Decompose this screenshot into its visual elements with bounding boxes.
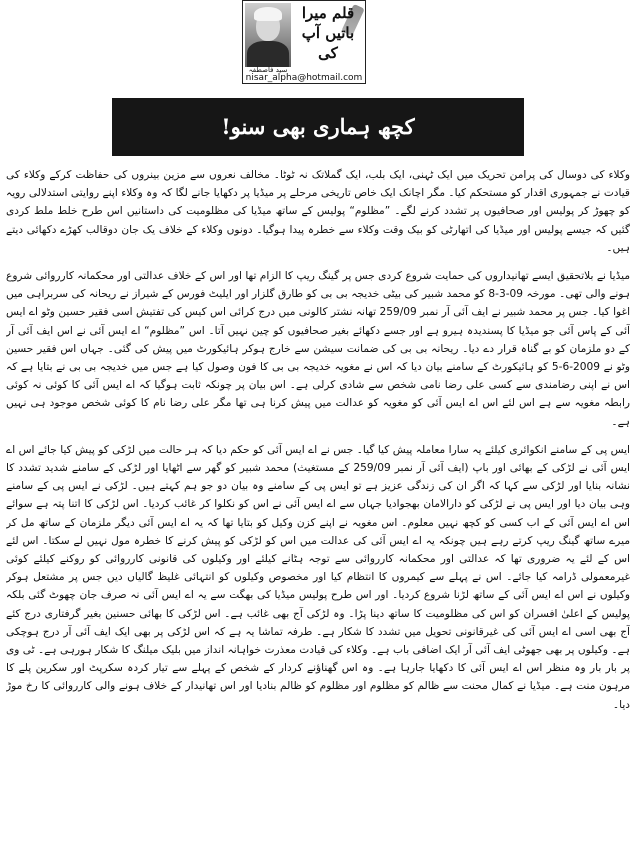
article-body [6,166,630,846]
title-banner [112,98,524,156]
author-portrait-icon [245,3,291,67]
paragraph-3: ایس پی کے سامنے انکوائری کیلئے یہ سارا معاملہ پیش کیا گیا۔ جس نے اے ایس آئی کو حکم دیا کہ ہر حالت میں لڑکی کو پیش کیا جائے اس اے ایس آئی نے لڑکی کے بھائی اور باپ (ایف آئی آر نمبر 259/09 کے مستغیث) محمد شبیر کو گھر سے اٹھایا اور لڑکی کے سامنے شدید تشدد کا نشانہ بنایا اور لڑکی سے کہا کہ اگر ان کی زندگی عزیز ہے تو ایس پی کے سامنے وہ بیان دو جو ہم کہتے ہیں۔ لڑکی نے ایس پی کے سامنے وہی بیان دیا اور ایس پی نے لڑکی کو دارالامان بھجوادیا جہاں سے اے ایس آئی نے اس کو نکلوا کر غائب کردیا۔ اس لڑکی کا اتنا پتہ ہے سوائے اس اے ایس آئی کے اب کسی کو کچھ نہیں معلوم۔ اس مغویہ نے اپنے کزن وکیل کو بتایا تھا کہ یہ اے ایس آئی دیگر ملزمان کے ساتھ مل کر میرے ساتھ گینگ ریپ کرتے رہے ہیں چونکہ یہ اے ایس آئی کی عدالت میں اس کو لڑکی کو پیش کرنے کا خطرہ مول نہیں لے سکتا۔ اس لئے اس کے لئے یہ ضروری تھا کہ عدالتی اور محکمانہ کارروائی سے توجہ ہٹانے کیلئے اور وکیلوں کی قانونی کارروائی کو روکنے کیلئے کوئی غیرمعمولی ڈرامہ کیا جائے۔ اس نے پہلے سے کیمروں کا انتظام کیا اور مخصوص وکیلوں کو انتہائی غلیظ گالیاں دیں جس پر مشتعل ہوکر وکیلوں نے اس اے ایس آئی کے ساتھ لڑنا شروع کردیا۔ اور اس طرح پولیس میڈیا کی بھگت سے یہ اے ایس آئی نہ صرف جان چھوٹ گئی بلکہ پولیس کے اعلیٰ افسران کو اس کی مظلومیت کا ساتھ دینا پڑا۔ وہ لڑکی آج بھی غائب ہے۔ اس لڑکی کا بھائی حسنین بغیر گرفتاری درج کئے آج بھی اسی اے ایس آئی کی غیرقانونی تحویل میں تشدد کا شکار ہے۔ طرفہ تماشا یہ ہے کہ اس لڑکی پر بھی ایک ایف آئی آر درج ہوچکی ہے۔ وکیلوں پر بھی جھوٹی ایف آئی آر ایک اضافی باب ہے۔ وکلاء کی قیادت معذرت خواہانہ انداز میں بلیک میلنگ کا شکار ہورہی ہے۔ ٹی وی پر بار بار وہ منظر اس اے ایس آئی کا دکھایا جارہا ہے۔ وہ اس گھناؤنے کردار کے شخص کے پہلے سے تیار کردہ سکرپٹ اور سکرین پلے کا مرہون منت ہے۔ میڈیا نے کمال محنت سے ظالم کو مظلوم اور مظلوم کو ظالم بنادیا اور اس تھانیدار کے خلاف ہونے والی کارروائی کا رخ موڑ دیا۔ [6,443,630,711]
paragraph-2: میڈیا نے بلاتحقیق ایسے تھانیداروں کی حمایت شروع کردی جس پر گینگ ریپ کا الزام تھا اور اس کے خلاف عدالتی اور محکمانہ کارروائی شروع ہونے والی تھی۔ مورخہ 09-3-8 کو محمد شبیر کی بیٹی خدیجہ بی بی کو طارق گلزار اور ایلیٹ فورس کے شیراز نے ریحانہ کی سربراہی میں اغوا کیا۔ جس پر محمد شبیر نے ایف آئی آر نمبر 259/09 تھانہ نشتر کالونی میں درج کرائی اس کیس کی تفتیش اسی فقیر حسین وٹو اے ایس آئی کے پاس آئی جو میڈیا کا پسندیدہ ہیرو ہے اور جسے دکھائے بغیر صحافیوں کو چین نہیں آتا۔ اس ”مظلوم“ اے ایس آئی نے اس ایف آئی آر کے دو ملزمان کو بے گناہ قرار دے دیا۔ ریحانہ بی بی کی ضمانت سیشن سے خارج ہوکر ہائیکورٹ میں پیش کی گئی۔ جہاں اس فقیر حسین وٹو نے 2009-6-5 کو ہائیکورٹ کے سامنے بیان دیا کہ اس نے مغویہ خدیجہ بی بی کا فون وصول کیا ہے جس میں خدیجہ بی بی نے بتایا ہے کہ اس نے اپنی رضامندی سے کسی علی رضا نامی شخص سے شادی کرلی ہے۔ اس بیان پر چونکہ ثابت ہوگیا کہ اے ایس آئی کا کوئی نہ کوئی رابطہ مغویہ سے ہے اس لئے اس اے ایس آئی کو مغویہ کو عدالت میں پیش کرنا ہی تھا مگر علی رضا نام کا کوئی شخص موجود ہی نہیں ہے۔ [6,270,630,428]
column-masthead [242,0,366,84]
paragraph-1: وکلاء کی دوسال کی پرامن تحریک میں ایک ٹہنی، ایک بلب، ایک گملاتک نہ ٹوٹا۔ مخالف نعروں سے مزین بینروں کی حفاظت کرکے وکلاء کی قیادت نے جمہوری اقدار کو مستحکم کیا۔ مگر اچانک ایک خاص تاریخی مرحلے پر میڈیا پر دکھایا جانے لگا کہ وہ وکلاء اپنے روایتی استدلالی رویہ کو چھوڑ کر پولیس اور صحافیوں پر تشدد کرنے لگے۔ ”مظلوم“ پولیس کے ساتھ میڈیا کی مظلومیت کی داستانیں اس طرح خلط ملط کردی گئیں کہ جیسے پولیس اور میڈیا کی اتھارٹی کو بیک وقت وکلاء سے خطرہ پیدا ہوگیا۔ دونوں وکلاء کے خلاف یک جان دوقالب کھڑے دکھائی دیتے ہیں۔ [6,169,630,254]
author-email: nisar_alpha@hotmail.com [245,73,363,83]
article-title: کچھ ہماری بھی سنو! [221,114,415,139]
author-name: سید فاصطفہ [248,66,288,74]
column-title: قلم میرا باتیں آپ کی [301,4,355,62]
